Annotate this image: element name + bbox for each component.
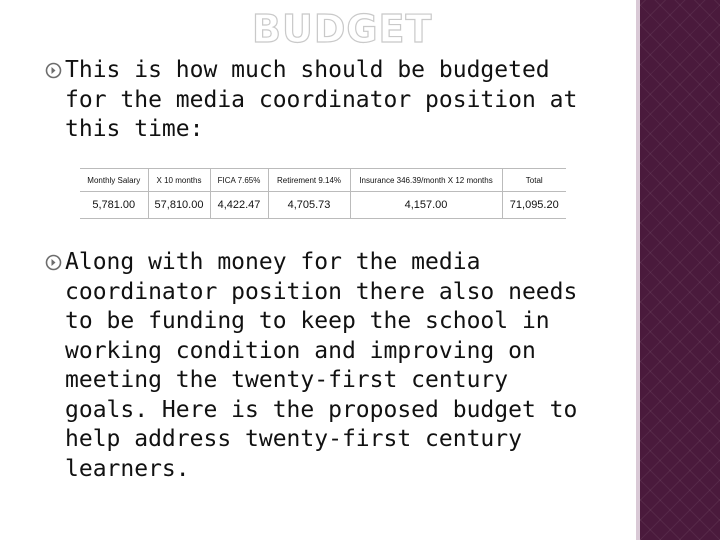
cell-retirement: 4,705.73 (268, 192, 350, 219)
cell-total: 71,095.20 (502, 192, 566, 219)
bullet-item (45, 248, 605, 484)
bullet-text: Along with money for the media coordinator position there also needs to be funding to keep the school in working condition and improving on meeting the twenty-first century goals. Here is the proposed budget to help address twenty-first century learners. (65, 249, 578, 482)
column-header-total: Total (502, 169, 566, 192)
column-header-10-months: X 10 months (148, 169, 210, 192)
cell-10-months: 57,810.00 (148, 192, 210, 219)
column-header-fica: FICA 7.65% (210, 169, 268, 192)
cell-insurance: 4,157.00 (350, 192, 502, 219)
column-header-monthly-salary: Monthly Salary (80, 169, 148, 192)
circle-arrow-right-icon (45, 62, 62, 79)
table-row (80, 192, 566, 219)
slide-title: BUDGET (252, 7, 433, 51)
decorative-side-panel (640, 0, 720, 540)
bullet-item (45, 56, 605, 145)
cell-monthly-salary: 5,781.00 (80, 192, 148, 219)
bullet-text: This is how much should be budgeted for the media coordinator position at this time: (65, 57, 578, 142)
circle-arrow-right-icon (45, 254, 62, 271)
budget-table (80, 168, 566, 219)
column-header-insurance: Insurance 346.39/month X 12 months (350, 169, 502, 192)
cell-fica: 4,422.47 (210, 192, 268, 219)
table-header-row (80, 169, 566, 192)
column-header-retirement: Retirement 9.14% (268, 169, 350, 192)
